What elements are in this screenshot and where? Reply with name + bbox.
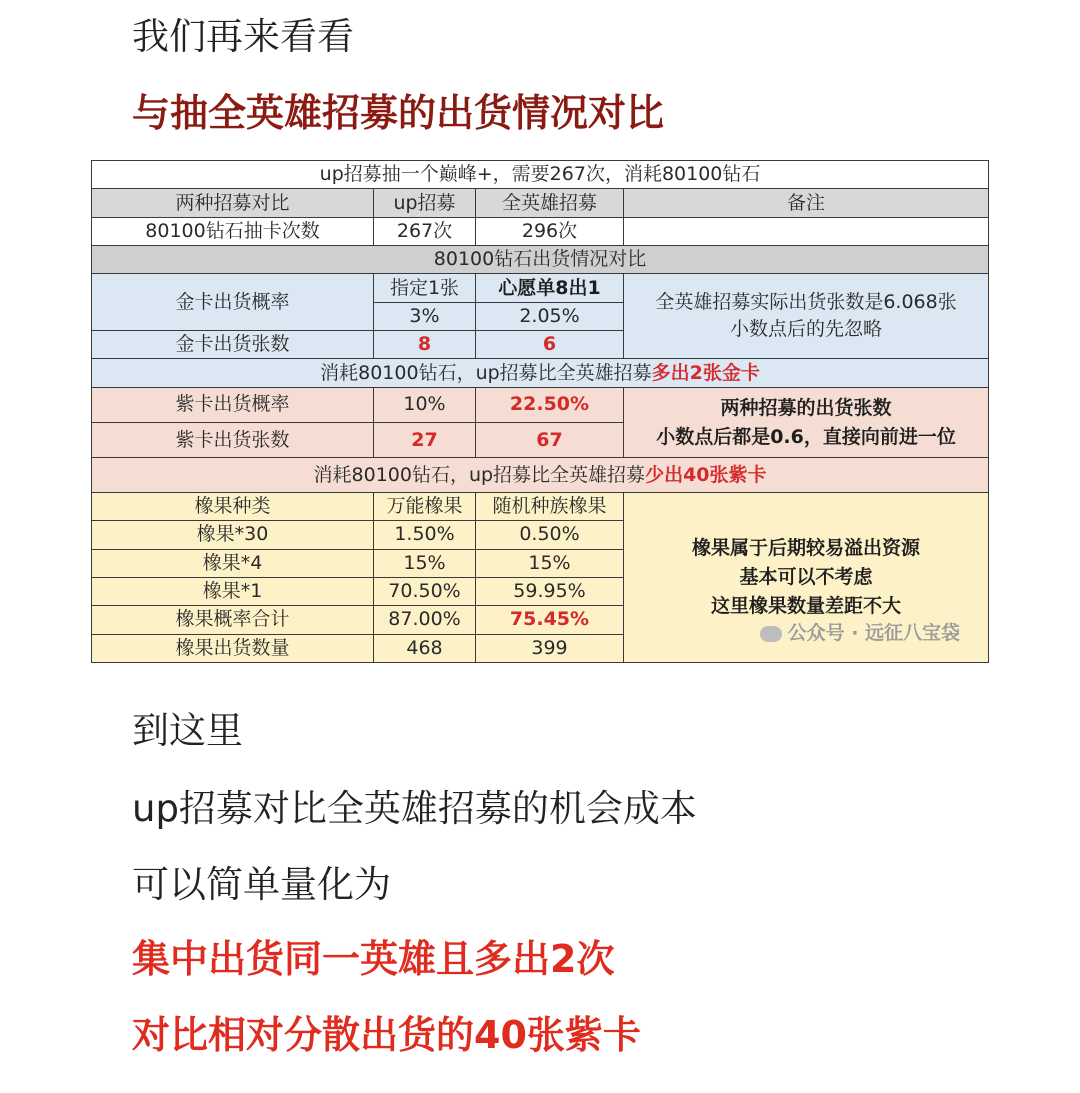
acorn-cell: 15% xyxy=(476,549,624,577)
gold-note-line: 小数点后的先忽略 xyxy=(730,318,883,341)
outro-line-3: 可以简单量化为 xyxy=(132,863,391,906)
gold-summary-text: 消耗80100钻石，up招募比全英雄招募 xyxy=(320,361,652,384)
wechat-icon xyxy=(760,626,782,642)
purple-note-line: 两种招募的出货张数 xyxy=(720,396,892,419)
intro-line-1: 我们再来看看 xyxy=(132,15,354,58)
acorn-cell: 75.45% xyxy=(476,606,624,634)
watermark xyxy=(760,623,960,644)
acorn-cell: 橡果概率合计 xyxy=(92,606,374,634)
purple-count-label: 紫卡出货张数 xyxy=(92,423,374,458)
table-cell: 80100钻石抽卡次数 xyxy=(92,217,374,245)
gold-sub-a: 指定1张 xyxy=(374,274,476,302)
header-cell: 全英雄招募 xyxy=(476,189,624,217)
outro-highlight-1: 集中出货同一英雄且多出2次 xyxy=(132,937,615,981)
acorn-cell: 橡果出货数量 xyxy=(92,634,374,662)
gold-sub-b: 心愿单8出1 xyxy=(476,274,624,302)
gold-summary-highlight: 多出2张金卡 xyxy=(651,361,760,384)
acorn-cell: 1.50% xyxy=(374,521,476,549)
acorn-cell: 橡果*30 xyxy=(92,521,374,549)
gold-val-b: 2.05% xyxy=(476,302,624,330)
gold-note xyxy=(624,274,989,359)
acorn-cell: 0.50% xyxy=(476,521,624,549)
acorn-note xyxy=(624,492,989,662)
comparison-table xyxy=(91,160,989,663)
gold-count-b: 6 xyxy=(476,330,624,358)
purple-count-a: 27 xyxy=(374,423,476,458)
comparison-table-image xyxy=(91,160,988,663)
outro-line-2: up招募对比全英雄招募的机会成本 xyxy=(132,787,697,830)
gold-summary xyxy=(92,359,989,387)
acorn-cell: 59.95% xyxy=(476,577,624,605)
gold-note-line: 全英雄招募实际出货张数是6.068张 xyxy=(655,291,957,314)
acorn-header-cell: 橡果种类 xyxy=(92,492,374,520)
purple-note xyxy=(624,387,989,458)
acorn-header-cell: 万能橡果 xyxy=(374,492,476,520)
gold-count-a: 8 xyxy=(374,330,476,358)
outro-line-1: 到这里 xyxy=(132,709,243,752)
purple-count-b: 67 xyxy=(476,423,624,458)
watermark-text: 公众号 · 远征八宝袋 xyxy=(787,622,961,645)
purple-summary xyxy=(92,458,989,492)
purple-prob-b: 22.50% xyxy=(476,387,624,422)
intro-heading: 与抽全英雄招募的出货情况对比 xyxy=(132,91,665,135)
purple-prob-label: 紫卡出货概率 xyxy=(92,387,374,422)
acorn-cell: 87.00% xyxy=(374,606,476,634)
gold-prob-label: 金卡出货概率 xyxy=(92,274,374,331)
section-title: 80100钻石出货情况对比 xyxy=(92,245,989,273)
header-cell: 备注 xyxy=(624,189,989,217)
purple-summary-highlight: 少出40张紫卡 xyxy=(645,463,767,486)
purple-note-line: 小数点后都是0.6，直接向前进一位 xyxy=(656,425,956,448)
header-cell: 两种招募对比 xyxy=(92,189,374,217)
table-cell xyxy=(624,217,989,245)
purple-summary-text: 消耗80100钻石，up招募比全英雄招募 xyxy=(313,463,646,486)
purple-prob-a: 10% xyxy=(374,387,476,422)
acorn-header-cell: 随机种族橡果 xyxy=(476,492,624,520)
acorn-cell: 橡果*4 xyxy=(92,549,374,577)
gold-count-label: 金卡出货张数 xyxy=(92,330,374,358)
table-cell: 296次 xyxy=(476,217,624,245)
outro-highlight-2: 对比相对分散出货的40张紫卡 xyxy=(132,1013,641,1057)
acorn-note-line: 橡果属于后期较易溢出资源 xyxy=(692,537,921,560)
acorn-cell: 橡果*1 xyxy=(92,577,374,605)
acorn-note-line: 基本可以不考虑 xyxy=(739,565,873,588)
table-cell: 267次 xyxy=(374,217,476,245)
acorn-note-line: 这里橡果数量差距不大 xyxy=(711,594,902,617)
table-top-row: up招募抽一个巅峰+，需要267次，消耗80100钻石 xyxy=(92,161,989,189)
gold-val-a: 3% xyxy=(374,302,476,330)
acorn-cell: 399 xyxy=(476,634,624,662)
acorn-cell: 70.50% xyxy=(374,577,476,605)
acorn-cell: 15% xyxy=(374,549,476,577)
header-cell: up招募 xyxy=(374,189,476,217)
acorn-cell: 468 xyxy=(374,634,476,662)
